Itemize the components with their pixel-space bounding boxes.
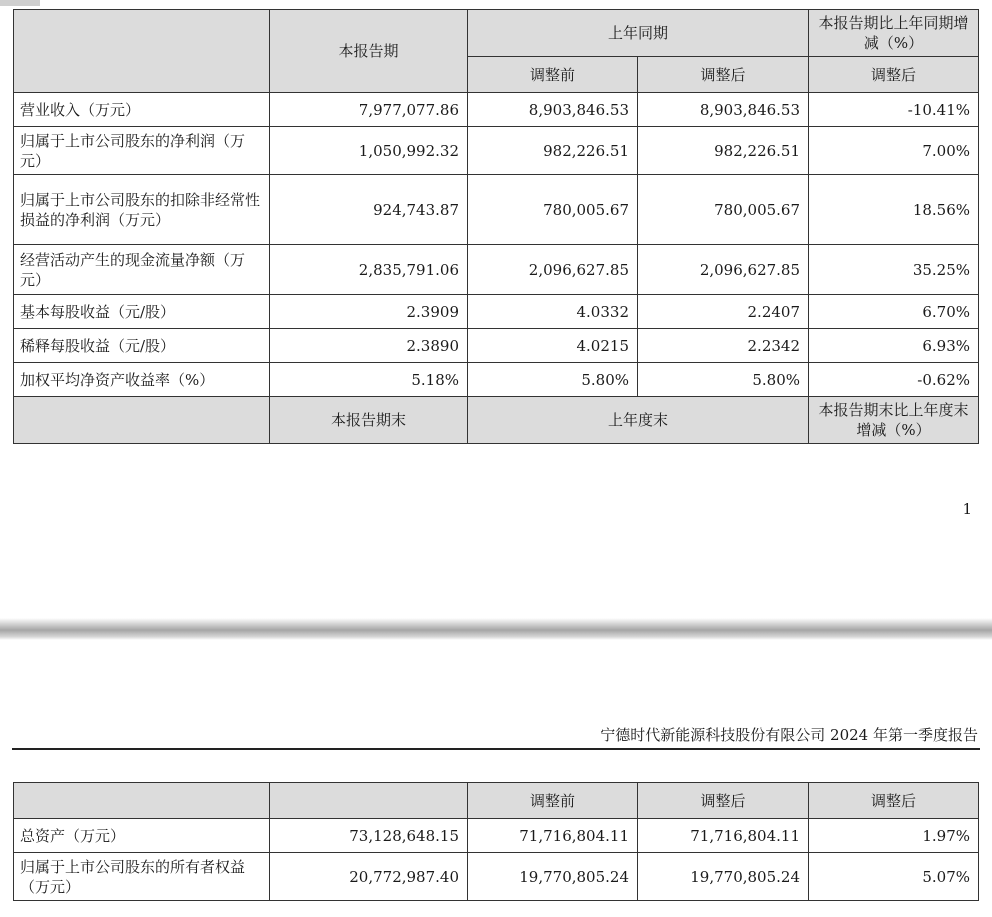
header-prev-year-end: 上年度末 (468, 397, 809, 444)
cell-current: 2.3890 (270, 329, 468, 363)
header-change-after-adjustment: 调整后 (809, 57, 979, 93)
table-row (14, 295, 979, 329)
page-break-divider (0, 618, 992, 640)
header-after-adjustment: 调整后 (638, 783, 809, 819)
table-row (14, 175, 979, 245)
row-label: 加权平均净资产收益率（%） (14, 363, 270, 397)
cell-current: 2,835,791.06 (270, 245, 468, 295)
header-blank-cell (14, 783, 270, 819)
cell-current: 7,977,077.86 (270, 93, 468, 127)
cell-change: 6.70% (809, 295, 979, 329)
row-label: 归属于上市公司股东的所有者权益（万元） (14, 853, 270, 901)
cell-change: 35.25% (809, 245, 979, 295)
header-before-adjustment: 调整前 (468, 783, 638, 819)
cell-current: 1,050,992.32 (270, 127, 468, 175)
cell-after: 982,226.51 (638, 127, 809, 175)
cell-before: 780,005.67 (468, 175, 638, 245)
cell-before: 2,096,627.85 (468, 245, 638, 295)
cell-current: 924,743.87 (270, 175, 468, 245)
table-row (14, 329, 979, 363)
cell-current: 5.18% (270, 363, 468, 397)
cell-change: -10.41% (809, 93, 979, 127)
cell-change: 1.97% (809, 819, 979, 853)
header-change-vs-year-end: 本报告期末比上年度末增减（%） (809, 397, 979, 444)
previous-section-edge (0, 0, 40, 6)
cell-change: 18.56% (809, 175, 979, 245)
cell-after: 2.2342 (638, 329, 809, 363)
cell-current: 2.3909 (270, 295, 468, 329)
row-label: 基本每股收益（元/股） (14, 295, 270, 329)
row-label: 营业收入（万元） (14, 93, 270, 127)
header-current-period: 本报告期 (270, 10, 468, 93)
table-row (14, 93, 979, 127)
page-number: 1 (962, 500, 972, 518)
cell-after: 71,716,804.11 (638, 819, 809, 853)
table-row (14, 127, 979, 175)
row-label: 归属于上市公司股东的扣除非经常性损益的净利润（万元） (14, 175, 270, 245)
cell-current: 20,772,987.40 (270, 853, 468, 901)
table-row (14, 819, 979, 853)
cell-after: 5.80% (638, 363, 809, 397)
cell-after: 19,770,805.24 (638, 853, 809, 901)
cell-before: 8,903,846.53 (468, 93, 638, 127)
cell-before: 19,770,805.24 (468, 853, 638, 901)
cell-before: 5.80% (468, 363, 638, 397)
cell-before: 71,716,804.11 (468, 819, 638, 853)
cell-change: 5.07% (809, 853, 979, 901)
table-row (14, 853, 979, 901)
row-label: 总资产（万元） (14, 819, 270, 853)
header-blank-cell (270, 783, 468, 819)
header-rule (12, 748, 980, 750)
header-current-period-end: 本报告期末 (270, 397, 468, 444)
row-label: 归属于上市公司股东的净利润（万元） (14, 127, 270, 175)
header-after-adjustment: 调整后 (638, 57, 809, 93)
cell-before: 4.0215 (468, 329, 638, 363)
cell-change: 6.93% (809, 329, 979, 363)
cell-after: 2.2407 (638, 295, 809, 329)
cell-change: 7.00% (809, 127, 979, 175)
table-row (14, 363, 979, 397)
balance-sheet-table (13, 782, 979, 901)
row-label: 稀释每股收益（元/股） (14, 329, 270, 363)
cell-change: -0.62% (809, 363, 979, 397)
header-change-yoy: 本报告期比上年同期增减（%） (809, 10, 979, 57)
row-label: 经营活动产生的现金流量净额（万元） (14, 245, 270, 295)
header-change-after-adjustment: 调整后 (809, 783, 979, 819)
header-before-adjustment: 调整前 (468, 57, 638, 93)
cell-after: 2,096,627.85 (638, 245, 809, 295)
footer-blank-cell (14, 397, 270, 444)
cell-after: 780,005.67 (638, 175, 809, 245)
cell-after: 8,903,846.53 (638, 93, 809, 127)
cell-before: 4.0332 (468, 295, 638, 329)
report-header: 宁德时代新能源科技股份有限公司 2024 年第一季度报告 (600, 726, 978, 744)
cell-before: 982,226.51 (468, 127, 638, 175)
table-row (14, 245, 979, 295)
header-prev-same-period: 上年同期 (468, 10, 809, 57)
header-blank-cell (14, 10, 270, 93)
key-financial-data-table (13, 9, 979, 444)
cell-current: 73,128,648.15 (270, 819, 468, 853)
